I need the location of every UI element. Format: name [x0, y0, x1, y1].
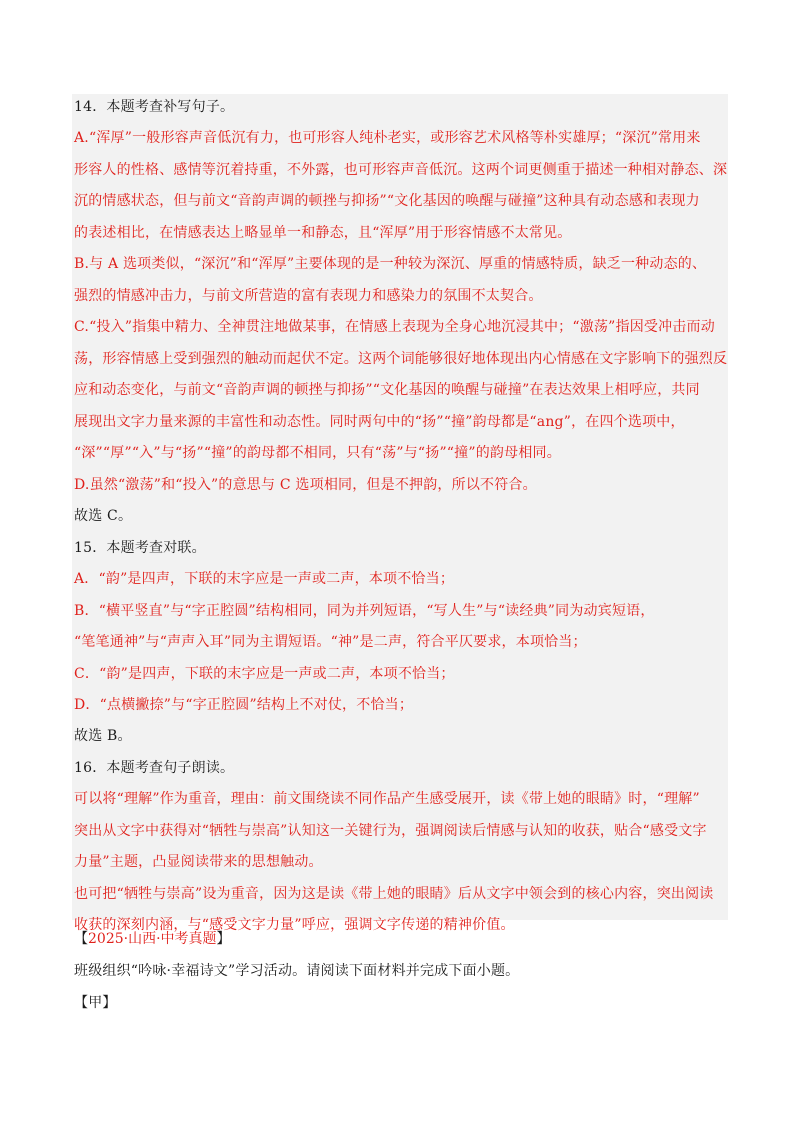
answer-line: 突出从文字中获得对“牺牲与崇高”认知这一关键行为，强调阅读后情感与认知的收获，贴合“感受文字	[74, 823, 707, 839]
answer-line: “深”“厚”“入”与“扬”“撞”的韵母都不相同，只有“荡”与“扬”“撞”的韵母相同。	[74, 445, 561, 461]
answer-line: 应和动态变化，与前文“音韵声调的顿挫与抑扬”“文化基因的唤醒与碰撞”在表达效果上相呼应，共同	[74, 382, 700, 398]
answer-line: B.与 A 选项类似，“深沉”和“浑厚”主要体现的是一种较为深沉、厚重的情感特质，缺乏一种动态的、	[74, 256, 707, 272]
answer-line: 故选 C。	[74, 508, 133, 524]
answer-line: 力量”主题，凸显阅读带来的思想触动。	[74, 854, 323, 870]
answer-line: 14．本题考查补写句子。	[74, 99, 235, 115]
answer-line: 16．本题考查句子朗读。	[74, 760, 235, 776]
answer-line: “笔笔通神”与“声声入耳”同为主谓短语。“神”是二声，符合平仄要求，本项恰当；	[74, 634, 587, 650]
answer-line: D.虽然“激荡”和“投入”的意思与 C 选项相同，但是不押韵，所以不符合。	[74, 477, 537, 493]
section-label-jia: 【甲】	[74, 995, 117, 1011]
answer-line: 也可把“牺牲与崇高”设为重音，因为这是读《带上她的眼睛》后从文字中领会到的核心内容，突出阅读	[74, 886, 714, 902]
answer-line: 故选 B。	[74, 728, 132, 744]
answer-line: 的表述相比，在情感表达上略显单一和静态，且“浑厚”用于形容情感不太常见。	[74, 225, 572, 241]
exam-reference-open: 【	[74, 931, 88, 947]
exam-reference-label: 2025·山西·中考真题	[88, 931, 217, 947]
answer-line: 15．本题考查对联。	[74, 540, 206, 556]
answer-line: B．“横平竖直”与“字正腔圆”结构相同，同为并列短语，“写人生”与“读经典”同为动宾短语，	[74, 603, 655, 619]
answer-line: D．“点横撇捺”与“字正腔圆”结构上不对仗，不恰当；	[74, 697, 414, 713]
answer-line: A．“韵”是四声，下联的末字应是一声或二声，本项不恰当；	[74, 571, 455, 587]
answer-line: 形容人的性格、感情等沉着持重，不外露，也可形容声音低沉。这两个词更侧重于描述一种相对静态、深	[74, 162, 728, 178]
answer-line: C.“投入”指集中精力、全神贯注地做某事，在情感上表现为全身心地沉浸其中；“激荡”指因受冲击而动	[74, 319, 715, 335]
answer-line: 荡，形容情感上受到强烈的触动而起伏不定。这两个词能够很好地体现出内心情感在文字影响下的强烈反	[74, 351, 728, 367]
exam-reference-close: 】	[216, 931, 231, 947]
activity-intro: 班级组织“吟咏·幸福诗文”学习活动。请阅读下面材料并完成下面小题。	[74, 963, 520, 979]
answer-line: A.“浑厚”一般形容声音低沉有力，也可形容人纯朴老实，或形容艺术风格等朴实雄厚；“深沉”常用来	[74, 130, 701, 146]
answer-line: 展现出文字力量来源的丰富性和动态性。同时两句中的“扬”“撞”韵母都是“ang”，在四个选项中，	[74, 414, 685, 430]
answer-line: 强烈的情感冲击力，与前文所营造的富有表现力和感染力的氛围不太契合。	[74, 288, 543, 304]
answer-line: C．“韵”是四声，下联的末字应是一声或二声，本项不恰当；	[74, 666, 455, 682]
answer-line: 沉的情感状态，但与前文“音韵声调的顿挫与抑扬”“文化基因的唤醒与碰撞”这种具有动态感和表现力	[74, 193, 700, 209]
exam-reference	[74, 929, 231, 949]
answer-line: 可以将“理解”作为重音，理由：前文围绕读不同作品产生感受展开，读《带上她的眼睛》时，“理解”	[74, 791, 700, 807]
answer-line: 收获的深刻内涵，与“感受文字力量”呼应，强调文字传递的精神价值。	[74, 917, 515, 933]
